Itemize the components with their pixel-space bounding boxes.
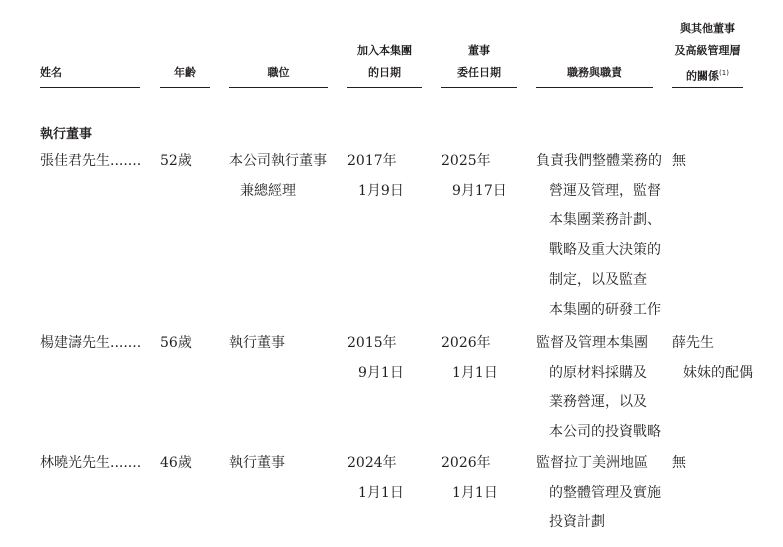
duties-line: 監督拉丁美洲地區 xyxy=(536,455,648,471)
header-relation-line-3-text: 的關係 xyxy=(686,69,720,83)
director-name: 楊建濤先生....... xyxy=(40,335,142,351)
position-line: 本公司執行董事 xyxy=(229,153,327,169)
header-relation-line-2: 及高級管理層 xyxy=(674,44,741,57)
header-appoint-date xyxy=(441,40,517,84)
duties-line: 制定，以及監查 xyxy=(549,271,647,288)
header-name xyxy=(40,62,62,84)
duties-line: 負責我們整體業務的 xyxy=(536,153,662,169)
header-join-date-line-1: 加入本集團 xyxy=(357,44,412,57)
header-age-label: 年齡 xyxy=(174,66,196,79)
appoint-date-year: 2025年 xyxy=(441,153,491,169)
duties-line: 戰略及重大決策的 xyxy=(549,242,661,259)
header-position-label: 職位 xyxy=(267,66,290,79)
relation-line: 無 xyxy=(672,153,686,169)
relation-line: 無 xyxy=(672,455,686,471)
join-date-year: 2015年 xyxy=(347,335,397,351)
duties-line: 的原材料採購及 xyxy=(549,364,647,381)
appoint-date-day: 1月1日 xyxy=(452,364,498,381)
director-age: 52歲 xyxy=(160,153,192,169)
join-date-day: 1月9日 xyxy=(358,182,404,199)
appoint-date-day: 9月17日 xyxy=(452,182,507,199)
appoint-date-year: 2026年 xyxy=(441,455,491,471)
header-position xyxy=(229,62,328,84)
director-name: 林曉光先生....... xyxy=(40,455,142,471)
appoint-date-day: 1月1日 xyxy=(452,484,498,501)
header-duties-label: 職務與職責 xyxy=(567,66,622,79)
position-line: 兼總經理 xyxy=(240,182,296,199)
header-rule-name xyxy=(40,87,140,88)
relation-line: 薛先生 xyxy=(672,335,714,351)
duties xyxy=(536,147,662,325)
duties-line: 監督及管理本集團 xyxy=(536,335,648,351)
header-rule-position xyxy=(229,87,328,88)
header-join-date xyxy=(347,40,422,84)
header-rule-appoint-date xyxy=(441,87,517,88)
header-relation xyxy=(672,18,743,88)
header-appoint-date-line-2: 委任日期 xyxy=(457,66,501,79)
header-appoint-date-line-1: 董事 xyxy=(468,44,490,57)
header-relation-line-1: 與其他董事 xyxy=(680,22,735,35)
header-relation-line-3 xyxy=(672,62,743,88)
relation xyxy=(672,449,686,479)
appoint-date xyxy=(441,449,498,508)
director-position xyxy=(229,147,327,206)
director-position xyxy=(229,329,285,359)
duties xyxy=(536,329,661,448)
duties xyxy=(536,449,661,538)
duties-line: 業務營運，以及 xyxy=(549,394,647,411)
position-line: 執行董事 xyxy=(229,335,285,351)
header-rule-join-date xyxy=(347,87,422,88)
join-date-day: 1月1日 xyxy=(358,484,404,501)
duties-line: 營運及管理，監督 xyxy=(549,182,661,199)
duties-line: 本集團的研發工作 xyxy=(549,301,661,318)
join-date xyxy=(347,329,404,388)
position-line: 執行董事 xyxy=(229,455,285,471)
director-age: 56歲 xyxy=(160,335,192,351)
section-title: 執行董事 xyxy=(40,127,93,142)
director-age: 46歲 xyxy=(160,455,192,471)
director-name: 張佳君先生....... xyxy=(40,153,142,169)
appoint-date xyxy=(441,329,498,388)
header-age xyxy=(160,62,210,84)
duties-line: 投資計劃 xyxy=(549,514,605,531)
relation xyxy=(672,147,686,177)
join-date xyxy=(347,449,404,508)
footnote-marker: (1) xyxy=(719,69,729,77)
header-rule-duties xyxy=(536,87,653,88)
header-rule-relation xyxy=(672,87,743,88)
relation-line: 妹妹的配偶 xyxy=(683,364,753,381)
join-date-day: 9月1日 xyxy=(358,364,404,381)
relation xyxy=(672,329,753,388)
join-date xyxy=(347,147,404,206)
header-name-label: 姓名 xyxy=(40,66,62,79)
duties-line: 本集團業務計劃、 xyxy=(549,212,661,229)
duties-line: 本公司的投資戰略 xyxy=(549,424,661,441)
duties-line: 的整體管理及實施 xyxy=(549,484,661,501)
join-date-year: 2017年 xyxy=(347,153,397,169)
join-date-year: 2024年 xyxy=(347,455,397,471)
appoint-date xyxy=(441,147,507,206)
header-rule-age xyxy=(160,87,210,88)
director-position xyxy=(229,449,285,479)
header-duties xyxy=(536,62,653,84)
appoint-date-year: 2026年 xyxy=(441,335,491,351)
header-join-date-line-2: 的日期 xyxy=(368,66,401,79)
